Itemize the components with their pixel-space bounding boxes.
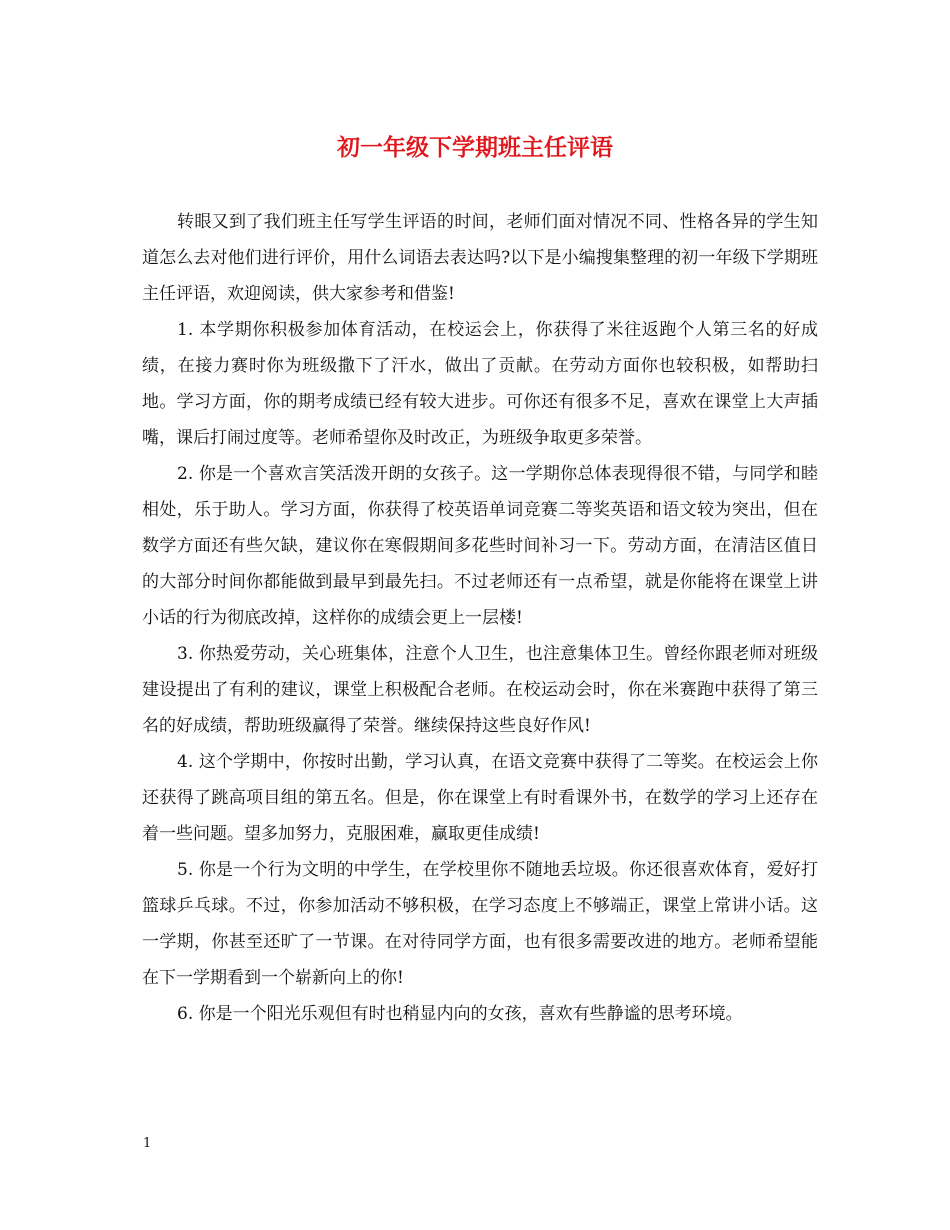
comment-paragraph-4: 4. 这个学期中，你按时出勤，学习认真，在语文竞赛中获得了二等奖。在校运会上你还获得了跳高项目组的第五名。但是，你在课堂上有时看课外书，在数学的学习上还存在着一些问题。望多加努力，克服困难，赢取更佳成绩!	[142, 752, 818, 844]
document-title: 初一年级下学期班主任评语	[337, 135, 613, 161]
comment-paragraph-2: 2. 你是一个喜欢言笑活泼开朗的女孩子。这一学期你总体表现得很不错，与同学和睦相处，乐于助人。学习方面，你获得了校英语单词竞赛二等奖英语和语文较为突出，但在数学方面还有些欠缺，建议你在寒假期间多花些时间补习一下。劳动方面，在清洁区值日的大部分时间你都能做到最早到最先扫。不过老师还有一点希望，就是你能将在课堂上讲小话的行为彻底改掉，这样你的成绩会更上一层楼!	[142, 464, 818, 628]
comment-paragraph-6: 6. 你是一个阳光乐观但有时也稍显内向的女孩，喜欢有些静谧的思考环境。	[177, 1004, 743, 1024]
document-body	[142, 204, 818, 1032]
comment-paragraph-1: 1. 本学期你积极参加体育活动，在校运会上，你获得了米往返跑个人第三名的好成绩，在接力赛时你为班级撒下了汗水，做出了贡献。在劳动方面你也较积极，如帮助扫地。学习方面，你的期考成绩已经有较大进步。可你还有很多不足，喜欢在课堂上大声插嘴，课后打闹过度等。老师希望你及时改正，为班级争取更多荣誉。	[142, 320, 818, 448]
comment-paragraph-5: 5. 你是一个行为文明的中学生，在学校里你不随地丢垃圾。你还很喜欢体育，爱好打篮球乒乓球。不过，你参加活动不够积极，在学习态度上不够端正，课堂上常讲小话。这一学期，你甚至还旷了一节课。在对待同学方面，也有很多需要改进的地方。老师希望能在下一学期看到一个崭新向上的你!	[142, 860, 818, 988]
intro-paragraph: 转眼又到了我们班主任写学生评语的时间，老师们面对情况不同、性格各异的学生知道怎么去对他们进行评价，用什么词语去表达吗?以下是小编搜集整理的初一年级下学期班主任评语，欢迎阅读，供大家参考和借鉴!	[142, 212, 818, 304]
comment-paragraph-3: 3. 你热爱劳动，关心班集体，注意个人卫生，也注意集体卫生。曾经你跟老师对班级建设提出了有利的建议，课堂上积极配合老师。在校运动会时，你在米赛跑中获得了第三名的好成绩，帮助班级赢得了荣誉。继续保持这些良好作风!	[142, 644, 818, 736]
page-number: 1	[143, 1136, 152, 1151]
